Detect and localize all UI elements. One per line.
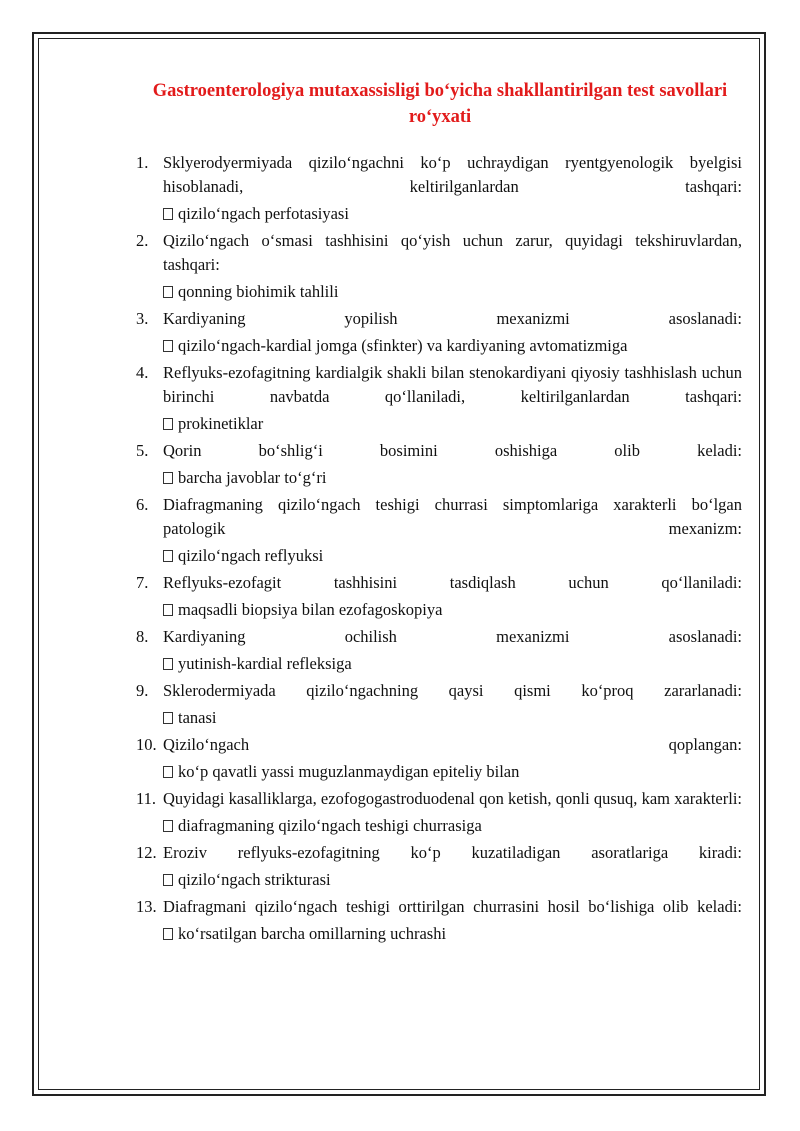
question-number: 12.	[136, 843, 157, 862]
question-text: Quyidagi kasalliklarga, ezofogogastroduodenal qon ketish, qonli qusuq, kam xarakterli:	[163, 789, 742, 808]
answer-line	[163, 922, 742, 946]
checkbox-icon	[163, 874, 173, 886]
question-number: 4.	[136, 363, 149, 382]
answer-line	[163, 652, 742, 676]
question-number: 13.	[136, 897, 157, 916]
checkbox-icon	[163, 820, 173, 832]
answer-line	[163, 814, 742, 838]
answer-line	[163, 598, 742, 622]
question-number: 10.	[136, 735, 157, 754]
checkbox-icon	[163, 340, 173, 352]
question-number: 6.	[136, 495, 149, 514]
question-item	[136, 307, 742, 358]
checkbox-icon	[163, 928, 173, 940]
question-item	[136, 679, 742, 730]
checkbox-icon	[163, 208, 173, 220]
question-text: Kardiyaning ochilish mexanizmi asoslanadi:	[163, 627, 742, 646]
answer-line	[163, 868, 742, 892]
question-number: 7.	[136, 573, 149, 592]
checkbox-icon	[163, 418, 173, 430]
question-number: 5.	[136, 441, 149, 460]
question-number: 3.	[136, 309, 149, 328]
question-number: 1.	[136, 153, 149, 172]
answer-line	[163, 544, 742, 568]
answer-text: qonning biohimik tahlili	[178, 282, 339, 301]
answer-line	[163, 706, 742, 730]
answer-text: prokinetiklar	[178, 414, 264, 433]
question-text: Diafragmaning qizilo‘ngach teshigi churrasi simptomlariga xarakterli bo‘lgan patologik mexanizm:	[163, 495, 742, 538]
answer-line	[163, 760, 742, 784]
question-number: 9.	[136, 681, 149, 700]
question-item	[136, 493, 742, 568]
answer-text: qizilo‘ngach-kardial jomga (sfinkter) va kardiyaning avtomatizmiga	[178, 336, 628, 355]
answer-text: yutinish-kardial refleksiga	[178, 654, 352, 673]
answer-text: qizilo‘ngach perfotasiyasi	[178, 204, 349, 223]
answer-text: diafragmaning qizilo‘ngach teshigi churrasiga	[178, 816, 482, 835]
question-text: Eroziv reflyuks-ezofagitning ko‘p kuzatiladigan asoratlariga kiradi:	[163, 843, 742, 862]
answer-text: ko‘rsatilgan barcha omillarning uchrashi	[178, 924, 447, 943]
question-number: 11.	[136, 789, 157, 808]
question-text: Qorin bo‘shlig‘i bosimini oshishiga olib keladi:	[163, 441, 742, 460]
answer-text: ko‘p qavatli yassi muguzlanmaydigan epiteliy bilan	[178, 762, 520, 781]
answer-text: qizilo‘ngach reflyuksi	[178, 546, 324, 565]
question-item	[136, 151, 742, 226]
answer-line	[163, 412, 742, 436]
answer-text: tanasi	[178, 708, 217, 727]
question-text: Qizilo‘ngach qoplangan:	[163, 735, 742, 754]
checkbox-icon	[163, 286, 173, 298]
question-text: Sklyerodyermiyada qizilo‘ngachni ko‘p uchraydigan ryentgyenologik byelgisi hisoblanadi, keltirilganlardan tashqari:	[163, 153, 742, 196]
question-list	[136, 151, 742, 949]
question-item	[136, 361, 742, 436]
question-text: Reflyuks-ezofagitning kardialgik shakli bilan stenokardiyani qiyosiy tashhislash uchun birinchi navbatda qo‘llaniladi, keltirilganlardan tashqari:	[163, 363, 742, 406]
document-title: Gastroenterologiya mutaxassisligi bo‘yicha shakllantirilgan test savollari ro‘yxati	[152, 81, 728, 127]
answer-text: barcha javoblar to‘g‘ri	[178, 468, 327, 487]
checkbox-icon	[163, 472, 173, 484]
question-text: Sklerodermiyada qizilo‘ngachning qaysi qismi ko‘proq zararlanadi:	[163, 681, 742, 700]
answer-line	[163, 202, 742, 226]
question-item	[136, 841, 742, 892]
question-item	[136, 571, 742, 622]
checkbox-icon	[163, 550, 173, 562]
checkbox-icon	[163, 604, 173, 616]
question-item	[136, 733, 742, 784]
answer-line	[163, 466, 742, 490]
question-number: 8.	[136, 627, 149, 646]
question-text: Qizilo‘ngach o‘smasi tashhisini qo‘yish uchun zarur, quyidagi tekshiruvlardan, tashqari:	[163, 231, 742, 274]
answer-line	[163, 280, 742, 304]
question-text: Reflyuks-ezofagit tashhisini tasdiqlash uchun qo‘llaniladi:	[163, 573, 742, 592]
question-number: 2.	[136, 231, 149, 250]
answer-text: maqsadli biopsiya bilan ezofagoskopiya	[178, 600, 443, 619]
answer-line	[163, 334, 742, 358]
checkbox-icon	[163, 766, 173, 778]
question-item	[136, 229, 742, 304]
question-item	[136, 439, 742, 490]
answer-text: qizilo‘ngach strikturasi	[178, 870, 331, 889]
question-item	[136, 895, 742, 946]
question-text: Diafragmani qizilo‘ngach teshigi orttirilgan churrasini hosil bo‘lishiga olib keladi:	[163, 897, 742, 916]
question-item	[136, 625, 742, 676]
question-item	[136, 787, 742, 838]
checkbox-icon	[163, 712, 173, 724]
checkbox-icon	[163, 658, 173, 670]
question-text: Kardiyaning yopilish mexanizmi asoslanadi:	[163, 309, 742, 328]
